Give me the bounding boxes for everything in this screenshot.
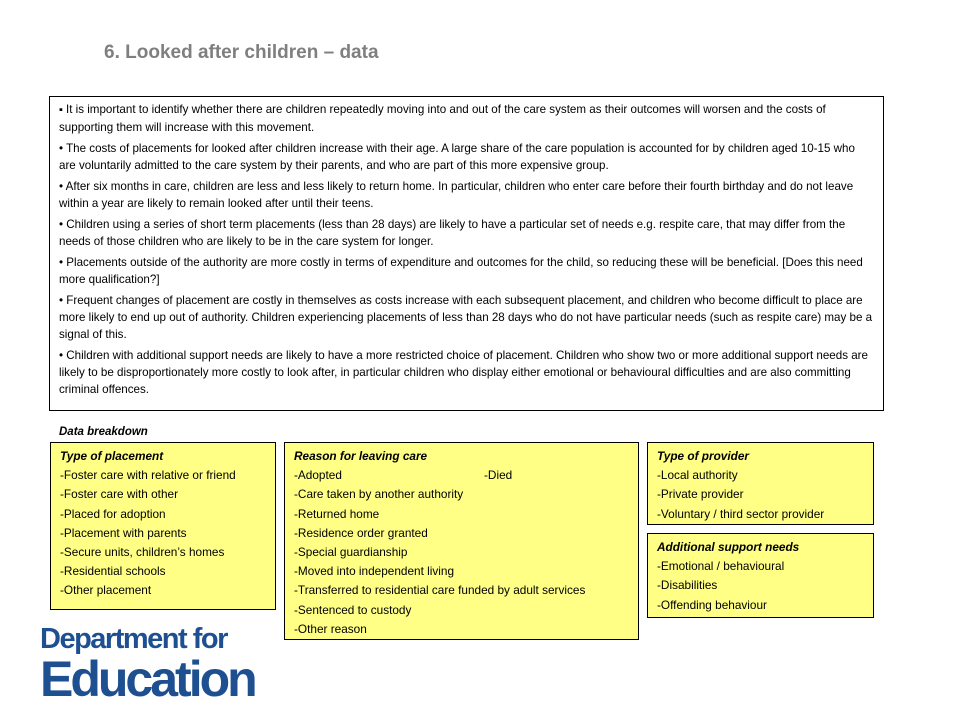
additional-support-needs-box	[647, 533, 874, 618]
list-item: -Returned home	[294, 506, 380, 521]
list-item: -Placed for adoption	[60, 506, 166, 521]
list-item	[294, 466, 629, 485]
list-item: -Placement with parents	[60, 525, 187, 540]
list-item: -Special guardianship	[294, 545, 408, 560]
list-item: -Other reason	[294, 621, 367, 636]
type-of-provider-box	[647, 442, 874, 525]
department-for-education-logo	[40, 623, 255, 707]
paragraph-7: • Children with additional support needs are likely to have a more restricted choice of placement. Children who show two or more additional support needs are likely to be disproportionately more costly to look after, in particular children who display either emotional or behavioural difficulties and are also committing criminal offences.	[59, 347, 874, 398]
list-item: -Transferred to residential care funded by adult services	[294, 583, 586, 598]
list-item: -Care taken by another authority	[294, 487, 464, 502]
list-item-text: -Adopted	[294, 468, 342, 483]
list-item: -Secure units, children’s homes	[60, 545, 225, 560]
box-header: Reason for leaving care	[294, 449, 428, 463]
list-item: -Residence order granted	[294, 525, 428, 540]
list-item: -Sentenced to custody	[294, 602, 412, 617]
paragraph-6: • Frequent changes of placement are costly in themselves as costs increase with each subsequent placement, and children who become difficult to place are more likely to end up out of authority. Children experiencing placements of less than 28 days who do not have particular needs (such as respite care) may be a signal of this.	[59, 292, 874, 343]
list-item: -Residential schools	[60, 564, 166, 579]
list-item: -Moved into independent living	[294, 564, 455, 579]
reason-for-leaving-care-box	[284, 442, 639, 640]
paragraph-1: ▪ It is important to identify whether there are children repeatedly moving into and out of the care system as their outcomes will worsen and the costs of supporting them will increase with this movement.	[59, 101, 874, 136]
page-title: 6. Looked after children – data	[104, 42, 379, 63]
paragraph-3: • After six months in care, children are less and less likely to return home. In particular, children who enter care before their fourth birthday and do not leave within a year are likely to remain looked after until their teens.	[59, 178, 874, 212]
list-item: -Foster care with relative or friend	[60, 468, 236, 483]
list-item: -Voluntary / third sector provider	[657, 506, 825, 521]
key-points-box	[49, 96, 884, 411]
list-item: -Disabilities	[657, 578, 718, 593]
list-item: -Private provider	[657, 487, 744, 502]
box-header: Type of placement	[60, 449, 164, 463]
list-item: -Local authority	[657, 468, 738, 483]
list-item-died: -Died	[484, 468, 513, 483]
paragraph-2: • The costs of placements for looked after children increase with their age. A large share of the care population is accounted for by children aged 10-15 who are voluntarily admitted to the care system by their parents, and who are part of this more expensive group.	[59, 140, 874, 174]
box-header: Additional support needs	[657, 540, 800, 554]
data-breakdown-label: Data breakdown	[59, 426, 148, 438]
logo-line-2: Education	[40, 651, 255, 707]
list-item: -Foster care with other	[60, 487, 179, 502]
paragraph-5: • Placements outside of the authority are more costly in terms of expenditure and outcomes for the child, so reducing these will be beneficial. [Does this need more qualification?]	[59, 254, 874, 288]
list-item: -Other placement	[60, 583, 152, 598]
type-of-placement-box	[50, 442, 276, 610]
list-item: -Emotional / behavioural	[657, 559, 785, 574]
logo-line-1: Department for	[40, 623, 227, 655]
paragraph-4: • Children using a series of short term placements (less than 28 days) are likely to have a particular set of needs e.g. respite care, that may differ from the needs of those children who are likely to be in the care system for longer.	[59, 216, 874, 250]
box-header: Type of provider	[657, 449, 749, 463]
list-item: -Offending behaviour	[657, 597, 767, 612]
